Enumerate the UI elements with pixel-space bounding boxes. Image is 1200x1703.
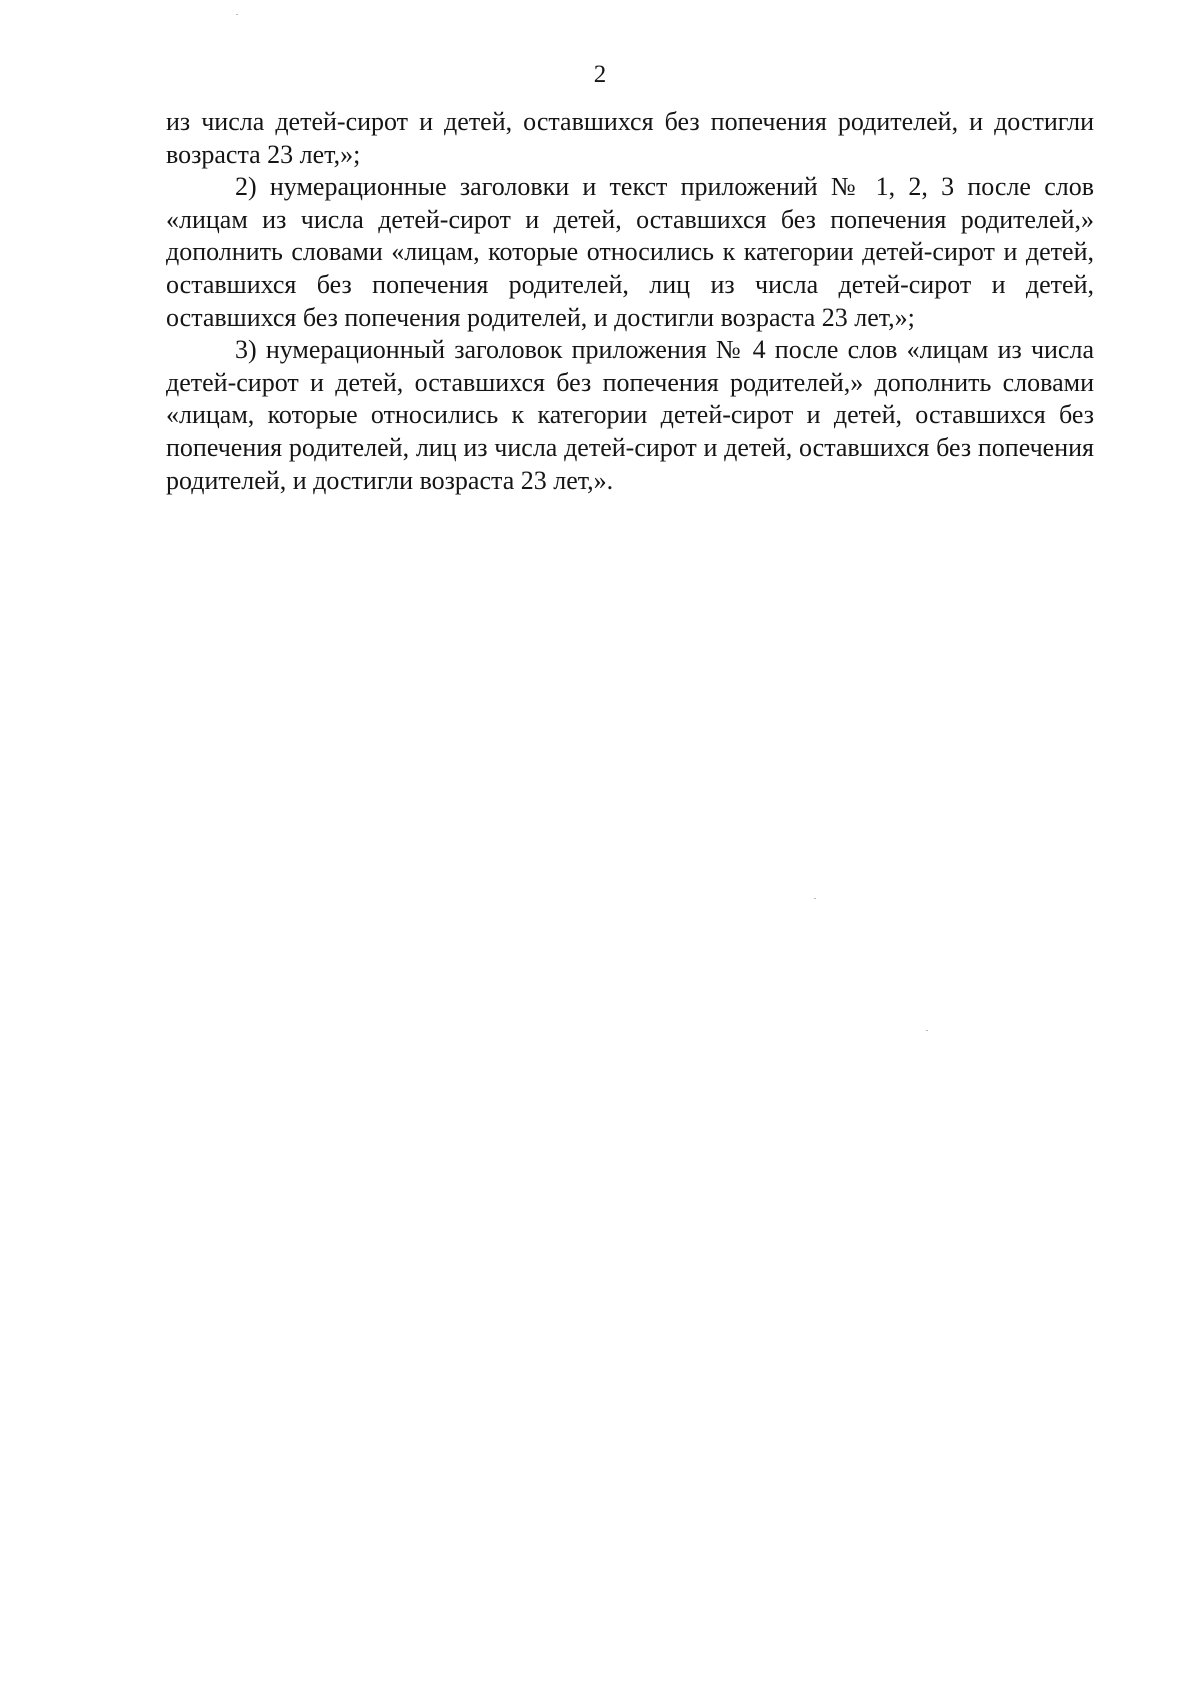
paragraph-continuation: из числа детей-сирот и детей, оставшихся без попечения родителей, и достигли возраста 23 лет,»;: [166, 107, 1094, 169]
scan-speck: [236, 14, 238, 15]
document-body: [166, 106, 1094, 497]
paragraph-item-2: 2) нумерационные заголовки и текст приложений № 1, 2, 3 после слов «лицам из числа детей-сирот и детей, оставшихся без попечения родителей,» дополнить словами «лицам, которые относились к категории детей-сирот и детей, оставшихся без попечения родителей, лиц из числа детей-сирот и детей, оставшихся без попечения родителей, и достигли возраста 23 лет,»;: [166, 172, 1094, 332]
scan-speck: [926, 1030, 928, 1031]
paragraph-item-3: 3) нумерационный заголовок приложения № 4 после слов «лицам из числа детей-сирот и детей, оставшихся без попечения родителей,» дополнить словами «лицам, которые относились к категории детей-сирот и детей, оставшихся без попечения родителей, лиц из числа детей-сирот и детей, оставшихся без попечения родителей, и достигли возраста 23 лет,».: [166, 335, 1094, 495]
page-number: 2: [593, 61, 607, 88]
scan-speck: [814, 898, 816, 899]
